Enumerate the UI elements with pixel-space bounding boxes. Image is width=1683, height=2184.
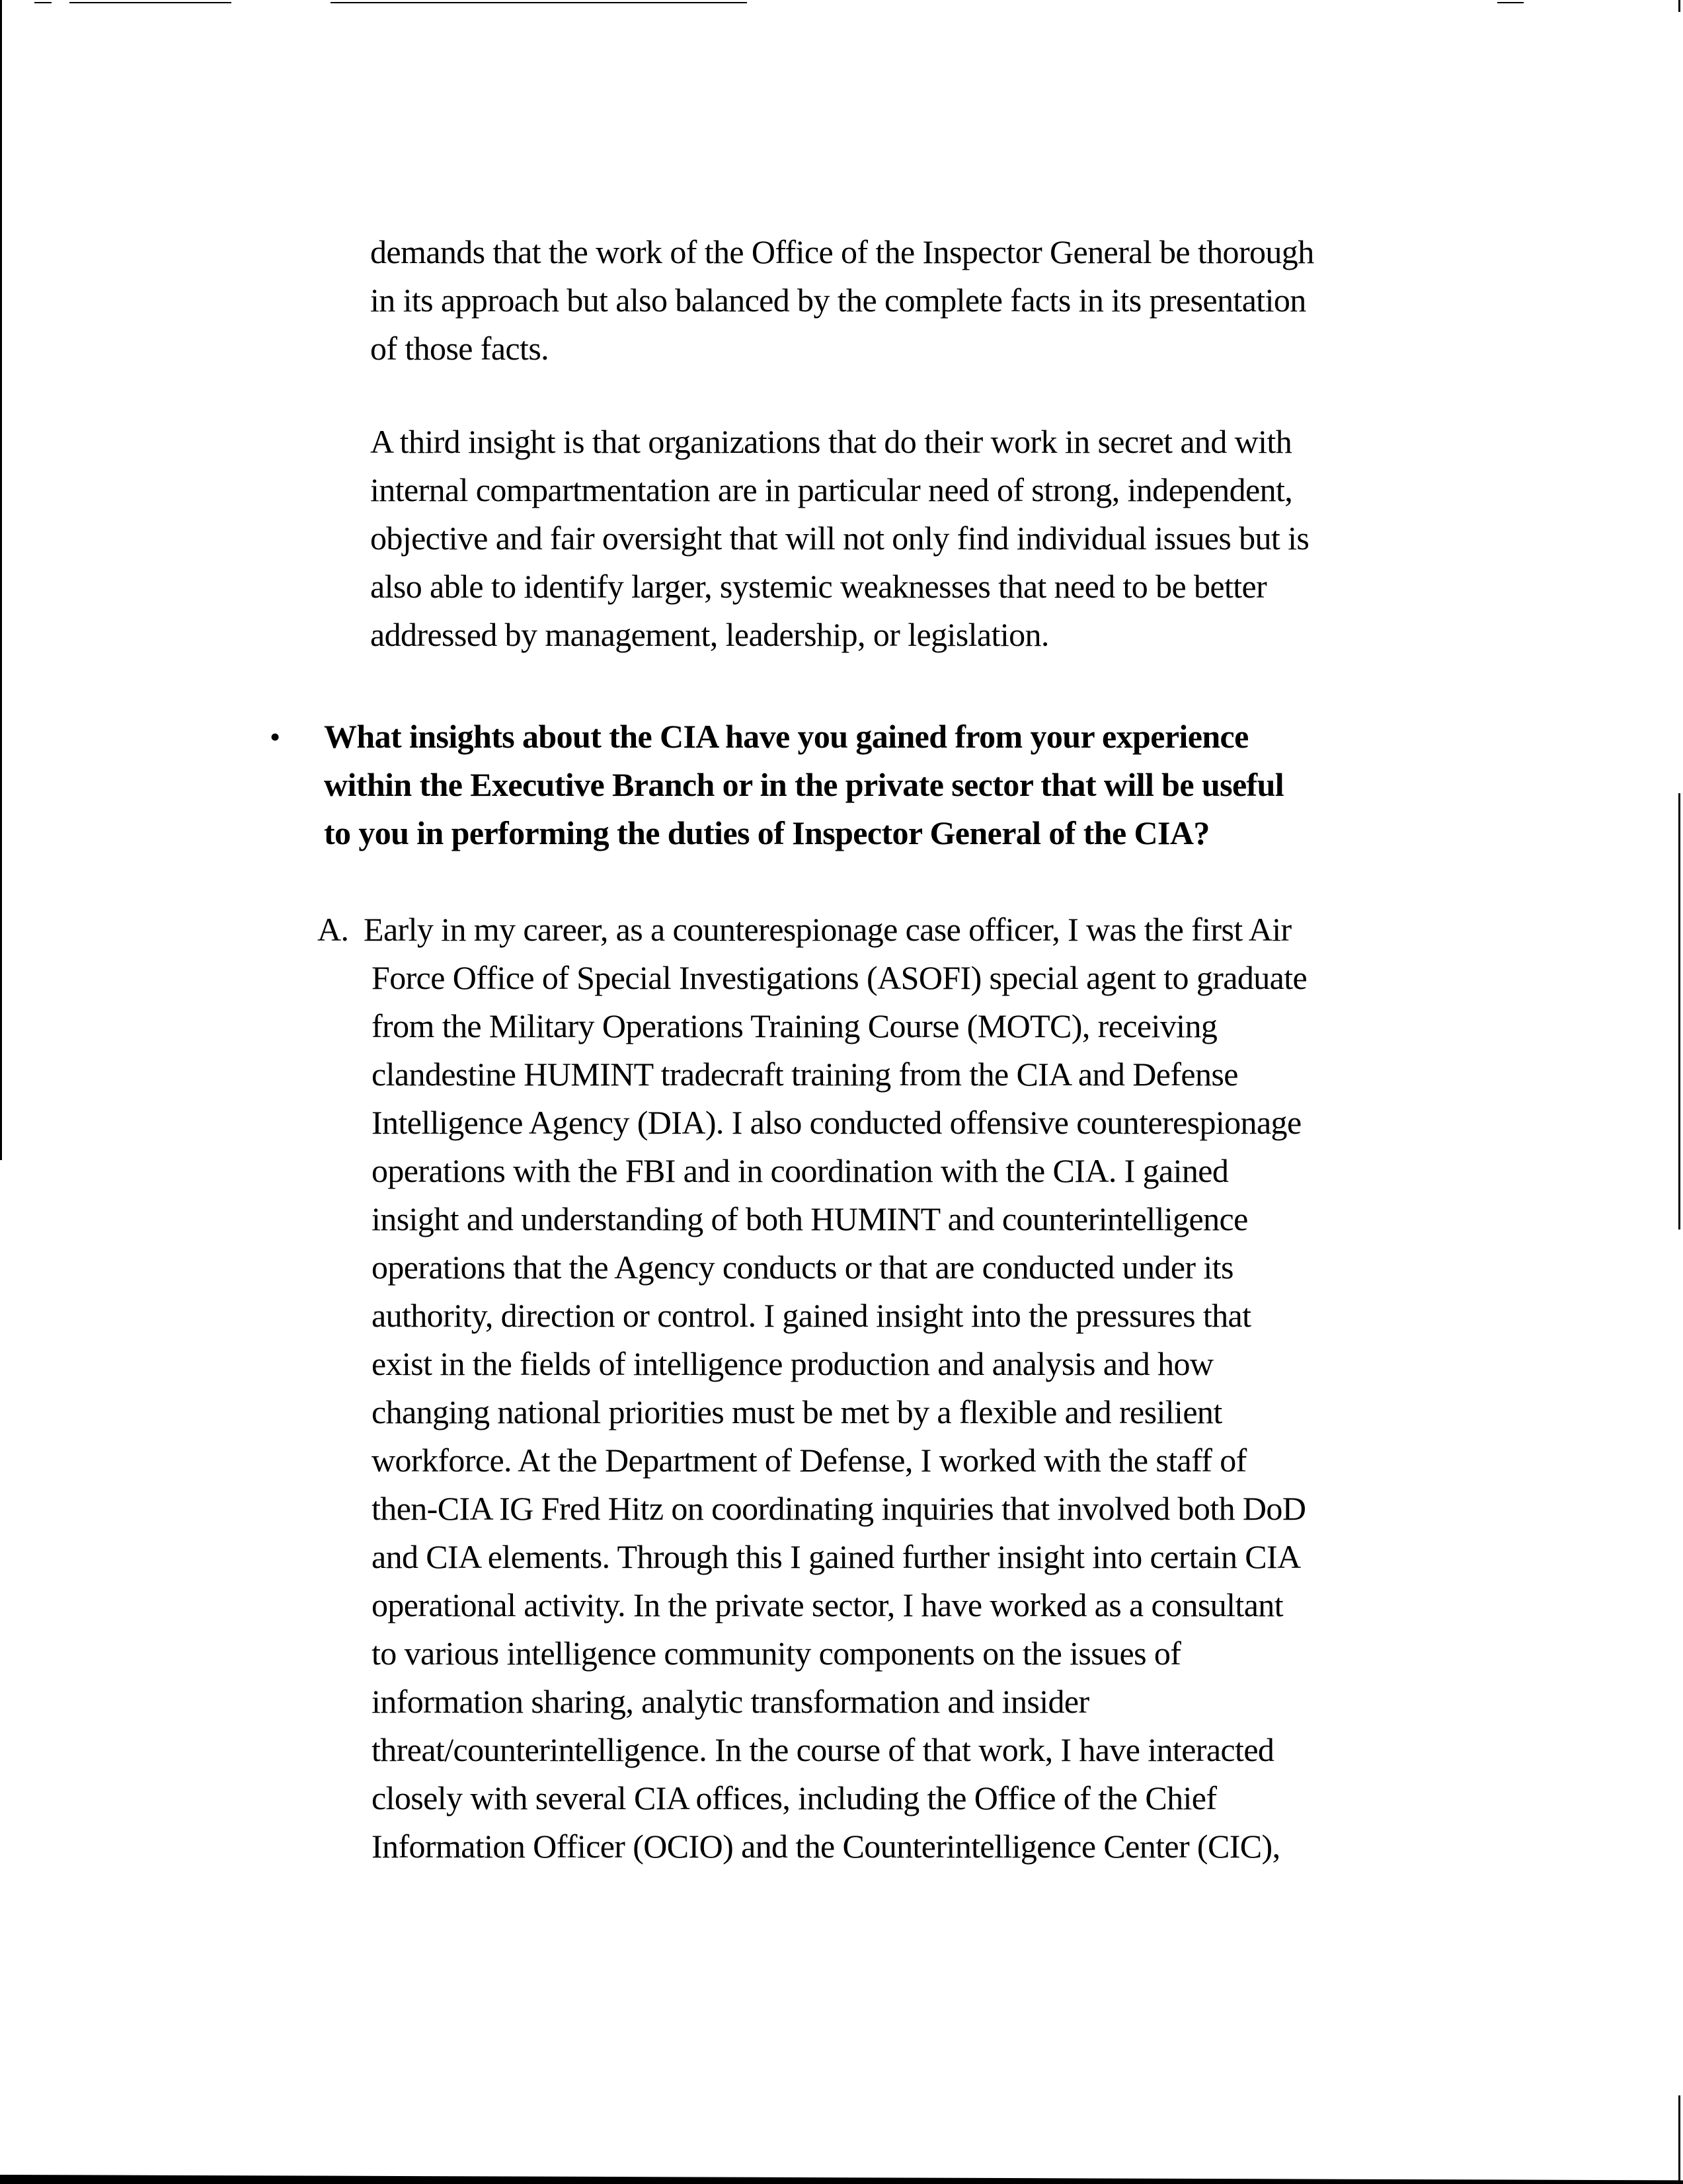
text-line: Force Office of Special Investigations (ASOFI) special agent to graduate [372,959,1308,996]
answer-text [364,906,1308,1871]
text-line: Intelligence Agency (DIA). I also conducted offensive counterespionage [372,1104,1302,1141]
scan-artifact-bottom-bar [0,2175,1683,2184]
scan-artifact-right-border [1678,2095,1680,2184]
text-line: from the Military Operations Training Course (MOTC), receiving [372,1007,1218,1044]
scan-artifact-right-border [1678,793,1680,1229]
paragraph-third-insight [370,418,1309,659]
text-line: within the Executive Branch or in the private sector that will be useful [324,766,1284,803]
text-line: operations that the Agency conducts or that are conducted under its [372,1249,1233,1286]
text-line: to you in performing the duties of Inspector General of the CIA? [324,814,1210,851]
text-line: of those facts. [370,330,549,367]
answer-label: A. [317,911,349,948]
text-line: demands that the work of the Office of the Inspector General be thorough [370,233,1314,270]
text-line: closely with several CIA offices, including the Office of the Chief [372,1779,1217,1816]
text-line: also able to identify larger, systemic weaknesses that need to be better [370,568,1267,605]
scan-artifact-top-line [34,2,52,3]
text-line: objective and fair oversight that will not only find individual issues but is [370,520,1310,557]
scan-artifact-top-line [331,2,747,3]
text-line: authority, direction or control. I gained insight into the pressures that [372,1297,1251,1334]
text-line: Early in my career, as a counterespionage case officer, I was the first Air [364,911,1292,948]
text-line: A third insight is that organizations that do their work in secret and with [370,423,1292,460]
text-line: addressed by management, leadership, or legislation. [370,616,1049,653]
text-line: threat/counterintelligence. In the course of that work, I have interacted [372,1731,1274,1768]
text-line: and CIA elements. Through this I gained further insight into certain CIA [372,1538,1301,1575]
scan-artifact-right-border [1678,0,1680,12]
text-line: Information Officer (OCIO) and the Counterintelligence Center (CIC), [372,1828,1280,1865]
text-line: internal compartmentation are in particular need of strong, independent, [370,471,1293,508]
bullet-icon: • [270,720,280,754]
text-line: operational activity. In the private sector, I have worked as a consultant [372,1586,1283,1623]
text-line: What insights about the CIA have you gained from your experience [324,718,1249,755]
scan-artifact-top-line [69,2,231,3]
text-line: operations with the FBI and in coordination with the CIA. I gained [372,1152,1229,1189]
scan-artifact-left-border [0,0,2,1160]
question-text [324,713,1284,857]
paragraph-continuation [370,228,1314,373]
text-line: insight and understanding of both HUMINT and counterintelligence [372,1200,1248,1237]
text-line: workforce. At the Department of Defense, I worked with the staff of [372,1442,1247,1479]
text-line: then-CIA IG Fred Hitz on coordinating inquiries that involved both DoD [372,1490,1306,1527]
text-line: to various intelligence community components on the issues of [372,1635,1181,1672]
text-line: in its approach but also balanced by the complete facts in its presentation [370,282,1306,319]
text-line: exist in the fields of intelligence production and analysis and how [372,1345,1214,1382]
text-line: information sharing, analytic transformation and insider [372,1683,1089,1720]
scan-artifact-top-line [1497,2,1524,3]
text-line: changing national priorities must be met by a flexible and resilient [372,1393,1222,1430]
text-line: clandestine HUMINT tradecraft training from the CIA and Defense [372,1056,1238,1093]
